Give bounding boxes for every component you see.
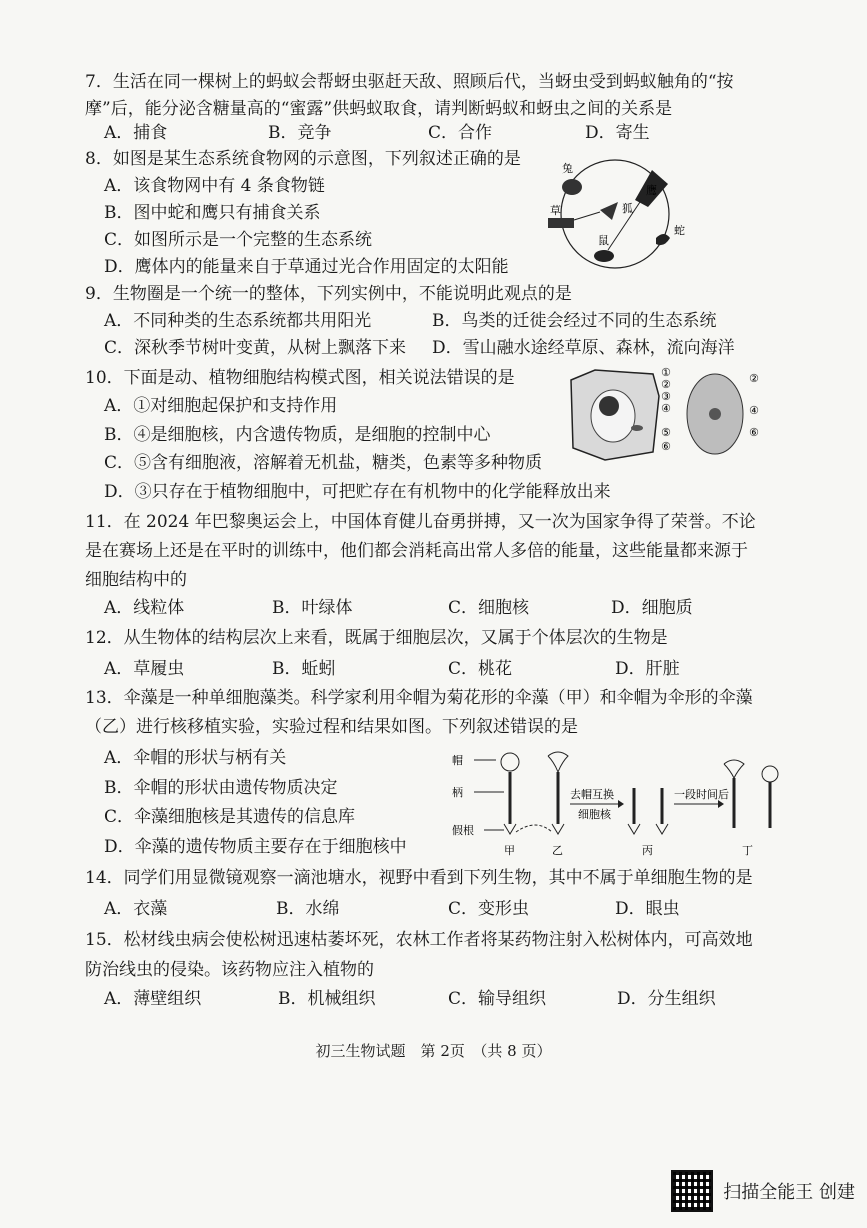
fox-image (600, 202, 618, 220)
animal-label-4: ④ (749, 404, 759, 417)
label-cap: 帽 (452, 754, 463, 767)
q9-opt-a: A．不同种类的生态系统都共用阳光 (104, 311, 372, 331)
alga-bing (628, 788, 668, 834)
q8-opt-b: B．图中蛇和鹰只有捕食关系 (104, 203, 321, 223)
animal-label-6: ⑥ (749, 426, 759, 439)
label-rabbit: 兔 (562, 162, 573, 175)
q12-stem: 12．从生物体的结构层次上来看，既属于细胞层次，又属于个体层次的生物是 (85, 628, 668, 648)
q8-stem: 8．如图是某生态系统食物网的示意图，下列叙述正确的是 (85, 149, 521, 169)
animal-nucleus (709, 408, 721, 420)
q12-opt-c: C．桃花 (448, 659, 513, 679)
label-fox: 狐 (622, 202, 633, 215)
mouse-image (594, 250, 614, 262)
q15-opt-b: B．机械组织 (278, 989, 376, 1009)
plant-label-3: ③ (661, 390, 671, 403)
q9-opt-d: D．雪山融水途经草原、森林，流向海洋 (432, 338, 735, 358)
q11-line3: 细胞结构中的 (85, 570, 187, 590)
alga-ding (724, 760, 778, 828)
watermark-text: 扫描全能王 创建 (723, 1182, 855, 1203)
q13-opt-b: B．伞帽的形状由遗传物质决定 (104, 778, 338, 798)
q14-opt-c: C．变形虫 (448, 899, 530, 919)
q10-opt-c: C．⑤含有细胞液，溶解着无机盐，糖类，色素等多种物质 (104, 453, 543, 473)
q7-line2: 摩”后，能分泌含糖量高的“蜜露”供蚂蚁取食，请判断蚂蚁和蚜虫之间的关系是 (85, 99, 673, 119)
q12-opt-b: B．蚯蚓 (272, 659, 336, 679)
name-ding: 丁 (742, 844, 753, 857)
scanner-watermark (671, 1166, 855, 1216)
plant-label-5: ⑤ (661, 426, 671, 439)
q11-opt-a: A．线粒体 (104, 598, 185, 618)
q9-opt-b: B．鸟类的迁徙会经过不同的生态系统 (432, 311, 717, 331)
q10-opt-b: B．④是细胞核，内含遗传物质，是细胞的控制中心 (104, 425, 491, 445)
label-grass: 草 (550, 204, 561, 217)
q8-opt-c: C．如图所示是一个完整的生态系统 (104, 230, 373, 250)
snake-image (656, 234, 670, 245)
q9-stem: 9．生物圈是一个统一的整体，下列实例中，不能说明此观点的是 (85, 284, 572, 304)
arrow1-top: 去帽互换 (570, 788, 614, 801)
q7-opt-c: C．合作 (428, 123, 493, 143)
plant-label-6: ⑥ (661, 440, 671, 453)
q14-opt-d: D．眼虫 (615, 899, 680, 919)
q15-opt-d: D．分生组织 (617, 989, 716, 1009)
arrow1-bottom: 细胞核 (578, 808, 611, 821)
q9-opt-c: C．深秋季节树叶变黄，从树上飘落下来 (104, 338, 407, 358)
q10-stem: 10．下面是动、植物细胞结构模式图，相关说法错误的是 (85, 368, 515, 388)
label-mouse: 鼠 (598, 234, 609, 247)
grass-image (548, 218, 574, 228)
arrow2-label: 一段时间后 (674, 788, 729, 801)
q13-opt-d: D．伞藻的遗传物质主要存在于细胞核中 (104, 837, 407, 857)
qr-code-icon (671, 1170, 713, 1212)
animal-cell (687, 374, 743, 454)
q13-opt-a: A．伞帽的形状与柄有关 (104, 748, 287, 768)
q14-opt-a: A．衣藻 (104, 899, 168, 919)
q14-opt-b: B．水绵 (276, 899, 340, 919)
label-stalk: 柄 (452, 786, 463, 799)
q13-line1: 13．伞藻是一种单细胞藻类。科学家利用伞帽为菊花形的伞藻（甲）和伞帽为伞形的伞藻 (85, 688, 753, 708)
q12-opt-a: A．草履虫 (104, 659, 185, 679)
q7-opt-d: D．寄生 (585, 123, 650, 143)
q7-opt-a: A．捕食 (104, 123, 168, 143)
plant-label-1: ① (661, 366, 671, 379)
q11-line1: 11．在 2024 年巴黎奥运会上，中国体育健儿奋勇拼搏，又一次为国家争得了荣誉。不论 (85, 512, 756, 532)
page-footer: 初三生物试题 第 2页 （共 8 页） (315, 1042, 552, 1060)
q8-opt-d: D．鹰体内的能量来自于草通过光合作用固定的太阳能 (104, 257, 509, 277)
plant-label-4: ④ (661, 402, 671, 415)
animal-label-2: ② (749, 372, 759, 385)
q10-opt-d: D．③只存在于植物细胞中，可把贮存在有机物中的化学能释放出来 (104, 482, 611, 502)
q13-opt-c: C．伞藻细胞核是其遗传的信息库 (104, 807, 356, 827)
label-eagle: 鹰 (646, 184, 657, 197)
q11-opt-c: C．细胞核 (448, 598, 530, 618)
alga-jia (501, 753, 519, 834)
q15-opt-c: C．输导组织 (448, 989, 547, 1009)
acetabularia-diagram (452, 748, 782, 860)
label-snake: 蛇 (674, 224, 685, 237)
name-bing: 丙 (642, 844, 653, 857)
q15-line2: 防治线虫的侵染。该药物应注入植物的 (85, 960, 374, 980)
q11-opt-d: D．细胞质 (611, 598, 693, 618)
cell-diagram (565, 366, 775, 466)
food-web-diagram (540, 152, 690, 272)
q7-line1: 7．生活在同一棵树上的蚂蚁会帮蚜虫驱赶天敌、照顾后代，当蚜虫受到蚂蚁触角的“按 (85, 72, 734, 92)
q8-opt-a: A．该食物网中有 4 条食物链 (104, 176, 325, 196)
q7-opt-b: B．竞争 (268, 123, 332, 143)
q11-opt-b: B．叶绿体 (272, 598, 353, 618)
q13-line2: （乙）进行核移植实验，实验过程和结果如图。下列叙述错误的是 (85, 717, 578, 737)
q10-opt-a: A．①对细胞起保护和支持作用 (104, 396, 338, 416)
q14-stem: 14．同学们用显微镜观察一滴池塘水，视野中看到下列生物，其中不属于单细胞生物的是 (85, 868, 753, 888)
plant-nucleus (599, 396, 619, 416)
q12-opt-d: D．肝脏 (615, 659, 680, 679)
rabbit-image (562, 179, 582, 195)
name-yi: 乙 (552, 844, 563, 857)
alga-yi (548, 752, 568, 834)
q15-line1: 15．松材线虫病会使松树迅速枯萎坏死，农林工作者将某药物注射入松树体内，可高效地 (85, 930, 753, 950)
plant-cell (571, 370, 659, 460)
name-jia: 甲 (504, 844, 515, 857)
q15-opt-a: A．薄壁组织 (104, 989, 202, 1009)
label-rhizoid: 假根 (452, 824, 474, 837)
q11-line2: 是在赛场上还是在平时的训练中，他们都会消耗高出常人多倍的能量，这些能量都来源于 (85, 541, 748, 561)
plant-label-2: ② (661, 378, 671, 391)
